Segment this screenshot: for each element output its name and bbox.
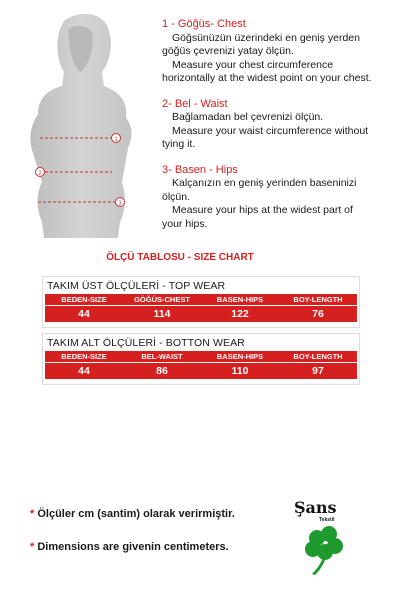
marker-1	[112, 134, 121, 144]
bottom-wear-table	[42, 333, 360, 385]
brand-logo	[286, 498, 356, 578]
table-heading: TAKIM ALT ÖLÇÜLERİ - BOTTON WEAR	[47, 337, 245, 349]
table-header-row	[45, 294, 357, 306]
logo-name: Şans	[294, 498, 337, 517]
size-chart-title: ÖLÇÜ TABLOSU - SIZE CHART	[106, 252, 254, 263]
table-heading: TAKIM ÜST ÖLÇÜLERİ - TOP WEAR	[47, 280, 226, 292]
table-cell: 122	[231, 308, 249, 320]
instruction-line: Bağlamadan bel çevrenizi ölçün.	[172, 111, 324, 123]
table-cell: 76	[312, 308, 324, 320]
table-cell: 86	[156, 365, 168, 377]
note-turkish	[30, 508, 235, 520]
table-cell: 110	[231, 365, 249, 377]
column-header: GÖĞÜS-CHEST	[134, 295, 190, 304]
table-row	[45, 363, 357, 379]
marker-2-label: 2	[38, 171, 42, 177]
instruction-line: göğüs çevrenizi yatay ölçün.	[162, 45, 294, 57]
instruction-title: 3- Basen - Hips	[162, 163, 238, 176]
note-star: *	[30, 508, 35, 520]
table-cell: 114	[153, 308, 171, 320]
logo-subtitle: Tekstil	[319, 517, 335, 523]
instruction-hips	[162, 164, 398, 232]
note-text: Ölçüler cm (santim) olarak verirmiştir.	[37, 508, 235, 520]
instruction-title: 1 - Göğüs- Chest	[162, 18, 246, 30]
marker-2	[36, 168, 45, 178]
instruction-line: ölçün.	[162, 190, 191, 203]
top-wear-table	[42, 276, 360, 328]
instruction-line: Göğsünüzün üzerindeki en geniş yerden	[172, 31, 360, 44]
note-star: *	[30, 541, 35, 553]
table-cell: 44	[78, 365, 90, 377]
column-header: BASEN-HIPS	[216, 295, 264, 304]
column-header: BOY-LENGTH	[293, 352, 343, 361]
body-silhouette-figure	[10, 10, 160, 250]
column-header: BEDEN-SIZE	[61, 352, 107, 361]
instruction-line: horizontally at the widest point on your chest.	[162, 72, 372, 84]
instruction-chest	[162, 18, 398, 86]
column-header: BEDEN-SIZE	[61, 295, 107, 304]
instruction-line: Measure your waist circumference without	[172, 124, 369, 137]
table-cell: 97	[312, 365, 324, 377]
measurement-instructions	[162, 18, 398, 243]
instruction-line: tying it.	[162, 138, 196, 150]
instruction-waist	[162, 98, 398, 152]
instruction-line: Measure your hips at the widest part of	[172, 204, 353, 216]
instruction-line: Kalçanızın en geniş yerinden baseninizi	[172, 177, 357, 189]
instruction-title: 2- Bel - Waist	[162, 97, 228, 110]
column-header: BOY-LENGTH	[293, 295, 343, 304]
table-row	[45, 306, 357, 322]
marker-3-label: 3	[118, 201, 122, 207]
table-header-row	[45, 351, 357, 363]
note-text: Dimensions are givenin centimeters.	[37, 541, 229, 553]
table-cell: 44	[78, 308, 90, 320]
marker-3	[116, 198, 125, 208]
column-header: BEL-WAIST	[141, 352, 183, 361]
clover-icon	[300, 524, 350, 576]
instruction-line: your hips.	[162, 217, 208, 230]
note-english	[30, 541, 229, 553]
column-header: BASEN-HIPS	[216, 352, 264, 361]
instruction-line: Measure your chest circumference	[172, 58, 334, 71]
marker-1-label: 1	[114, 137, 118, 143]
